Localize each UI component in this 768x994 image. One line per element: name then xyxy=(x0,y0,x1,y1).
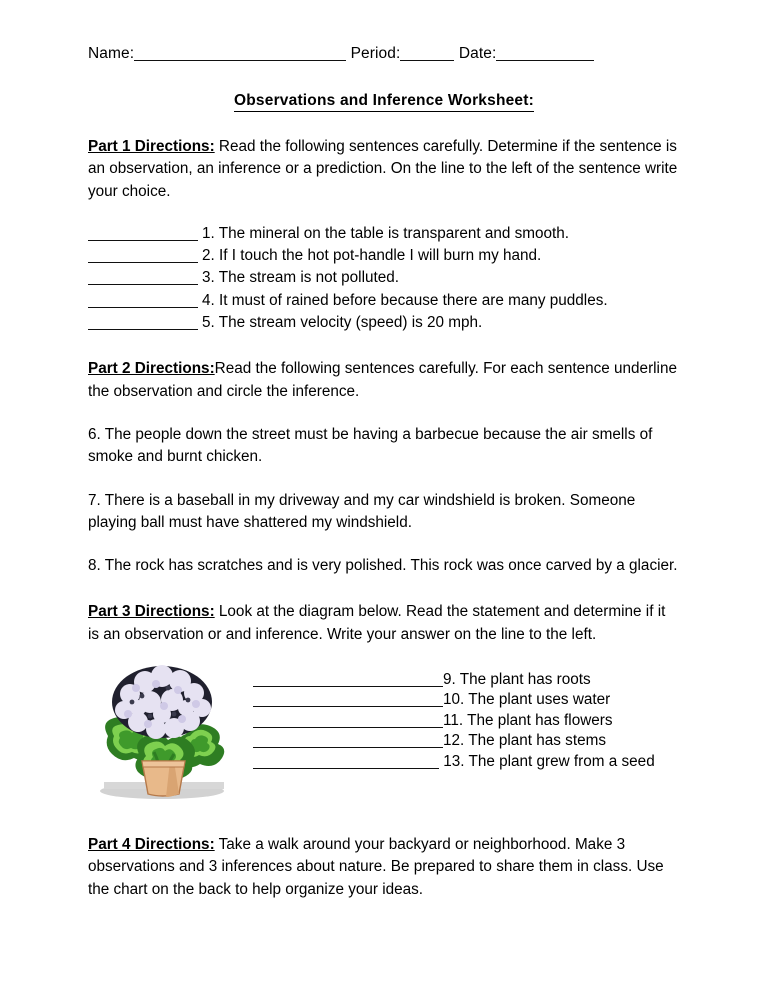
answer-blank-9[interactable] xyxy=(253,686,443,687)
potted-plant-image xyxy=(90,664,240,806)
answer-blank-3[interactable] xyxy=(88,284,198,285)
date-label: Date: xyxy=(458,45,497,62)
answer-blank-1[interactable] xyxy=(88,240,198,241)
period-blank[interactable] xyxy=(400,60,454,61)
question-text: 12. The plant has stems xyxy=(443,732,606,750)
question-text: 3. The stream is not polluted. xyxy=(202,269,399,287)
answer-blank-11[interactable] xyxy=(253,727,443,728)
part1-directions-text: Read the following sentences carefully. Determine if the sentence is an observation, an inference or a prediction. On the line to the left of the sentence write your choice. xyxy=(88,138,678,200)
part3-directions-text: Look at the diagram below. Read the statement and determine if it is an observation or and inference. Write your answer on the line to the left. xyxy=(88,603,666,643)
period-label: Period: xyxy=(350,45,401,62)
question-text: 5. The stream velocity (speed) is 20 mph. xyxy=(202,314,483,332)
part3-diagram-and-answers xyxy=(88,664,680,806)
worksheet-content xyxy=(88,44,680,901)
list-item xyxy=(253,690,673,710)
part3-answer-list xyxy=(253,670,673,772)
part1-question-list xyxy=(88,223,680,334)
list-item xyxy=(253,711,673,731)
list-item xyxy=(88,490,680,535)
name-blank[interactable] xyxy=(134,60,346,61)
question-text: 2. If I touch the hot pot-handle I will burn my hand. xyxy=(202,247,542,265)
answer-blank-4[interactable] xyxy=(88,307,198,308)
list-item xyxy=(88,267,680,289)
title-row xyxy=(88,92,680,112)
part4-directions xyxy=(88,834,680,901)
answer-blank-5[interactable] xyxy=(88,329,198,330)
potted-plant-icon xyxy=(90,664,240,806)
part1-lead: Part 1 Directions: xyxy=(88,138,215,155)
name-label: Name: xyxy=(88,45,135,62)
part2-directions-text: Read the following sentences carefully. For each sentence underline the observation and circle the inference. xyxy=(88,360,677,400)
student-info-row xyxy=(88,44,680,64)
part2-directions xyxy=(88,358,680,403)
part4-lead: Part 4 Directions: xyxy=(88,836,215,854)
sentence-text: 6. The people down the street must be having a barbecue because the air smells of smoke and burnt chicken. xyxy=(88,425,653,466)
part3-lead: Part 3 Directions: xyxy=(88,603,215,621)
list-item xyxy=(88,223,680,245)
question-text: 13. The plant grew from a seed xyxy=(439,752,655,770)
part3-directions xyxy=(88,601,680,646)
list-item xyxy=(253,752,673,772)
list-item xyxy=(253,670,673,690)
list-item xyxy=(253,731,673,751)
list-item xyxy=(88,424,680,469)
question-text: 9. The plant has roots xyxy=(443,671,591,689)
part1-directions xyxy=(88,136,680,203)
answer-blank-10[interactable] xyxy=(253,706,443,707)
question-text: 1. The mineral on the table is transparent and smooth. xyxy=(202,224,570,242)
question-text: 10. The plant uses water xyxy=(443,691,611,709)
part4-directions-text: Take a walk around your backyard or neighborhood. Make 3 observations and 3 inferences about nature. Be prepared to share them in class. Use the chart on the back to help organize your ideas. xyxy=(88,836,664,898)
sentence-text: 8. The rock has scratches and is very polished. This rock was once carved by a glacier. xyxy=(88,557,678,575)
question-text: 4. It must of rained before because there are many puddles. xyxy=(202,291,608,309)
list-item xyxy=(88,290,680,312)
answer-blank-13[interactable] xyxy=(253,768,439,769)
list-item xyxy=(88,555,680,577)
sentence-text: 7. There is a baseball in my driveway and my car windshield is broken. Someone playing ball must have shattered my windshield. xyxy=(88,491,636,531)
part2-lead: Part 2 Directions: xyxy=(88,360,215,378)
question-text: 11. The plant has flowers xyxy=(443,711,613,729)
page-title: Observations and Inference Worksheet: xyxy=(234,92,534,112)
date-blank[interactable] xyxy=(496,60,594,61)
list-item xyxy=(88,245,680,267)
answer-blank-2[interactable] xyxy=(88,262,198,263)
answer-blank-12[interactable] xyxy=(253,747,443,748)
list-item xyxy=(88,312,680,334)
